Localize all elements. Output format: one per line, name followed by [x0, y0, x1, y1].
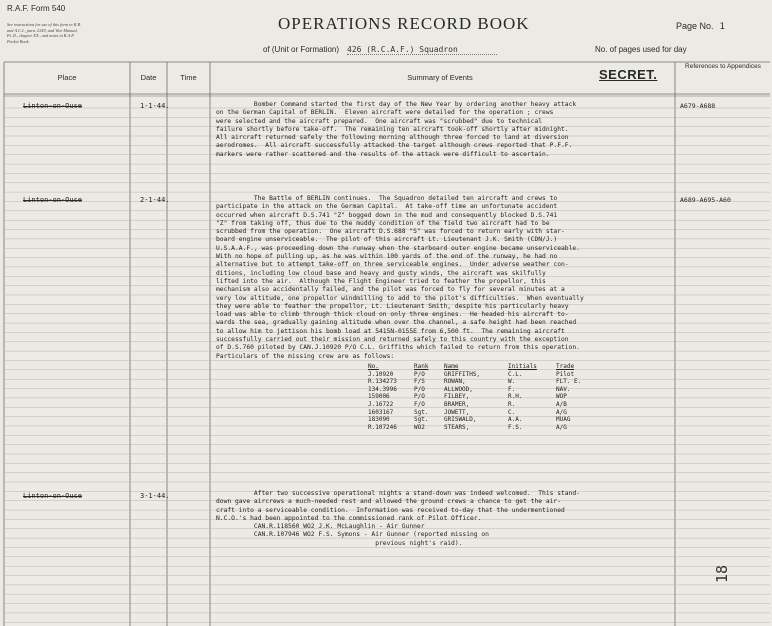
crew-header-trade: Trade [556, 363, 575, 370]
classification-stamp: SECRET. [599, 67, 658, 82]
column-header-references: References to Appendices [685, 63, 761, 70]
summary-line: After two successive operational nights a stand-down was indeed welcomed. This stand- [216, 490, 580, 497]
table-row [368, 386, 585, 394]
crew-name: GRIFFITHS, [444, 370, 481, 378]
crew-name: FILBEY, [444, 393, 470, 401]
crew-initials: W. [508, 378, 516, 386]
crew-number: 159006 [368, 393, 390, 401]
crew-rank: P/O [414, 385, 425, 393]
crew-name: BRAMER, [444, 400, 470, 408]
crew-initials: R. [508, 400, 516, 408]
crew-initials: C. [508, 408, 516, 416]
summary-line: load was able to climb through thick cloud on only three engines. He headed his aircraft to- [216, 311, 569, 319]
crew-rank: P/O [414, 393, 425, 401]
summary-line: wards the sea, gradually gaining altitude when over the channel, a safe height had been reached [216, 319, 577, 327]
summary-line: alternative but to attempt take-off on three serviceable engines. Under adverse weather con- [216, 261, 569, 269]
crew-header-initials: Initials [508, 363, 537, 370]
page-number [676, 21, 725, 32]
summary-line: to allow him to jettison his bomb load at 5415N-0155E from 6,500 ft. The remaining aircraft [216, 327, 565, 335]
pages-used-label: No. of pages used for day [595, 45, 687, 54]
page-number-label: Page No. [676, 21, 714, 31]
crew-trade: A/G [556, 408, 567, 416]
entry-summary [216, 101, 576, 159]
crew-header-row [368, 363, 585, 371]
summary-line: board engine unserviceable. The pilot of this aircraft Lt. Lieutenant J.K. Smith (CDN/J.) [216, 236, 558, 244]
crew-rank: F/O [414, 400, 425, 408]
summary-line: were selected and the aircraft prepared. One aircraft was "scrubbed" due to technical [216, 117, 543, 125]
table-row [368, 393, 585, 401]
entry-date: 1-1-44. [140, 102, 170, 110]
summary-line: occurred when aircraft D.S.741 "Z" bogged down in the mud and consequently blocked D.S.741 [216, 211, 558, 219]
summary-line: successfully carried out their mission and returned safely to this country with the exception [216, 336, 569, 344]
table-row [368, 401, 585, 409]
table-row [368, 378, 585, 386]
summary-line: lifted into the air. Although the Flight Engineer tried to feather the propellor, this [216, 277, 546, 285]
summary-line: very low altitude, one propellor windmilling to add to the pilot's difficulties. When eventually [216, 294, 584, 302]
margin-note: 18 [713, 564, 732, 584]
entry-place: Linton-on-Ouse [23, 196, 83, 204]
summary-line: down gave aircrews a much-needed rest and allowed the ground crews a chance to get the air- [216, 498, 561, 506]
crew-initials: A.A. [508, 416, 523, 424]
summary-line: they were able to feather the propellor, Lt. Lieutenant Smith, despite his particularly heavy [216, 302, 569, 310]
column-header-summary: Summary of Events [407, 73, 473, 82]
summary-line: All aircraft returned safely the following morning although three forced to land at diversion [216, 134, 569, 142]
crew-name: JOWETT, [444, 408, 470, 416]
crew-trade: FLT. E. [556, 378, 582, 386]
summary-line: "Z" from taking off, thus due to the muddy condition of the field two aircraft had to be [216, 219, 550, 227]
page-title: OPERATIONS RECORD BOOK [278, 14, 530, 33]
summary-line: Particulars of the missing crew are as follows: [216, 352, 395, 360]
crew-rank: Sgt. [414, 408, 429, 416]
crew-name: ALLWOOD, [444, 385, 473, 393]
entry-summary [216, 490, 580, 548]
summary-line: previous night's raid). [216, 539, 463, 547]
summary-line: scrubbed from the operation. One aircraft D.S.688 "S" was forced to return early with star- [216, 228, 565, 236]
column-header-time: Time [180, 73, 197, 82]
summary-line: failure shortly before take-off. The remaining ten aircraft took-off shortly after midnight. [216, 125, 569, 133]
crew-trade: Pilot [556, 370, 575, 378]
summary-line: of D.S.760 piloted by CAN.J.10920 P/O C.L. Griffiths which failed to return from this operation. [216, 344, 580, 352]
entry-reference: A689-A695-A60 [680, 196, 731, 204]
summary-line: participate in the attack on the German Capital. At take-off time an unfortunate accident [216, 203, 558, 211]
crew-rank: F/S [414, 378, 425, 386]
summary-line: CAN.R.107946 WO2 F.S. Symons - Air Gunner (reported missing on [216, 531, 489, 539]
summary-line: markers were rather scattered and the results of the attack were difficult to ascertain. [216, 150, 550, 158]
crew-trade: WOP [556, 393, 567, 401]
crew-initials: C.L. [508, 370, 523, 378]
entry-place: Linton-on-Ouse [23, 492, 83, 500]
summary-line: CAN.R.118560 WO2 J.K. McLaughlin - Air Gunner [216, 523, 425, 531]
column-header-date: Date [140, 73, 157, 82]
unit-value: 426 (R.C.A.F.) Squadron [347, 45, 497, 55]
crew-number: J.10920 [368, 370, 394, 378]
summary-line: on the German Capital of BERLIN. Eleven aircraft were detailed for the operation ; crews [216, 109, 554, 117]
summary-line: craft into a serviceable condition. Information was received to-day that the undermentioned [216, 506, 565, 514]
crew-rank: Sgt. [414, 416, 429, 424]
crew-header-rank: Rank [414, 363, 429, 370]
summary-line: With no hope of pulling up, as he was within 100 yards of the end of the runway, he had no [216, 253, 558, 261]
crew-number: R.134273 [368, 378, 397, 386]
form-instructions: See instructions for use of this form in K.R. and A.C.I., para. 2349, and War Manual, Pt. II., chapter XX., and notes in R.A.F. Pocket Book. [7, 22, 82, 44]
missing-crew-table [368, 363, 585, 431]
table-row [368, 416, 585, 424]
summary-line: The Battle of BERLIN continues. The Squadron detailed ten aircraft and crews to [216, 195, 558, 202]
table-row [368, 424, 585, 432]
summary-line: N.C.O.'s had been appointed to the commissioned rank of Pilot Officer. [216, 514, 482, 522]
unit-label: of (Unit or Formation) [263, 45, 340, 54]
entry-reference: A679-A688 [680, 102, 716, 110]
crew-number: 134.3996 [368, 385, 397, 393]
table-row [368, 409, 585, 417]
crew-trade: A/G [556, 423, 567, 431]
entry-date: 2-1-44. [140, 196, 170, 204]
crew-header-number: No. [368, 363, 379, 370]
crew-name: GRISWALD, [444, 416, 477, 424]
crew-number: R.107246 [368, 423, 397, 431]
entry-summary [216, 195, 584, 361]
crew-rank: WO2 [414, 423, 425, 431]
summary-line: aerodromes. All aircraft successfully attacked the target although crews reported that P.F.F. [216, 142, 573, 150]
crew-number: 183090 [368, 416, 390, 424]
crew-number: J.16722 [368, 400, 394, 408]
summary-line: Bomber Command started the first day of the New Year by ordering another heavy attack [216, 101, 577, 108]
summary-line: ditions, including low cloud base and heavy and gusty winds, the aircraft was skilfully [216, 269, 546, 277]
entry-place: Linton-on-Ouse [23, 102, 83, 110]
entry-date: 3-1-44. [140, 492, 170, 500]
crew-trade: A/B [556, 400, 567, 408]
crew-trade: NAV. [556, 385, 571, 393]
summary-line: mechanism also accidentally failed, and the pilot was forced to fly for several minutes at a [216, 286, 565, 294]
form-number: R.A.F. Form 540 [7, 4, 66, 13]
unit-line [263, 45, 497, 55]
crew-number: 1603167 [368, 408, 394, 416]
crew-initials: F. [508, 385, 516, 393]
summary-line: U.S.A.A.F., was proceeding down the runway when the starboard outer engine became unserviceable. [216, 244, 580, 252]
crew-name: STEARS, [444, 423, 470, 431]
column-header-place: Place [57, 73, 77, 82]
crew-initials: F.S. [508, 423, 523, 431]
crew-header-name: Name [444, 363, 459, 370]
crew-initials: R.H. [508, 393, 523, 401]
page-number-value: 1 [719, 22, 725, 32]
table-row [368, 371, 585, 379]
crew-name: ROWAN, [444, 378, 466, 386]
crew-trade: MUAG [556, 416, 571, 424]
crew-rank: P/O [414, 370, 425, 378]
